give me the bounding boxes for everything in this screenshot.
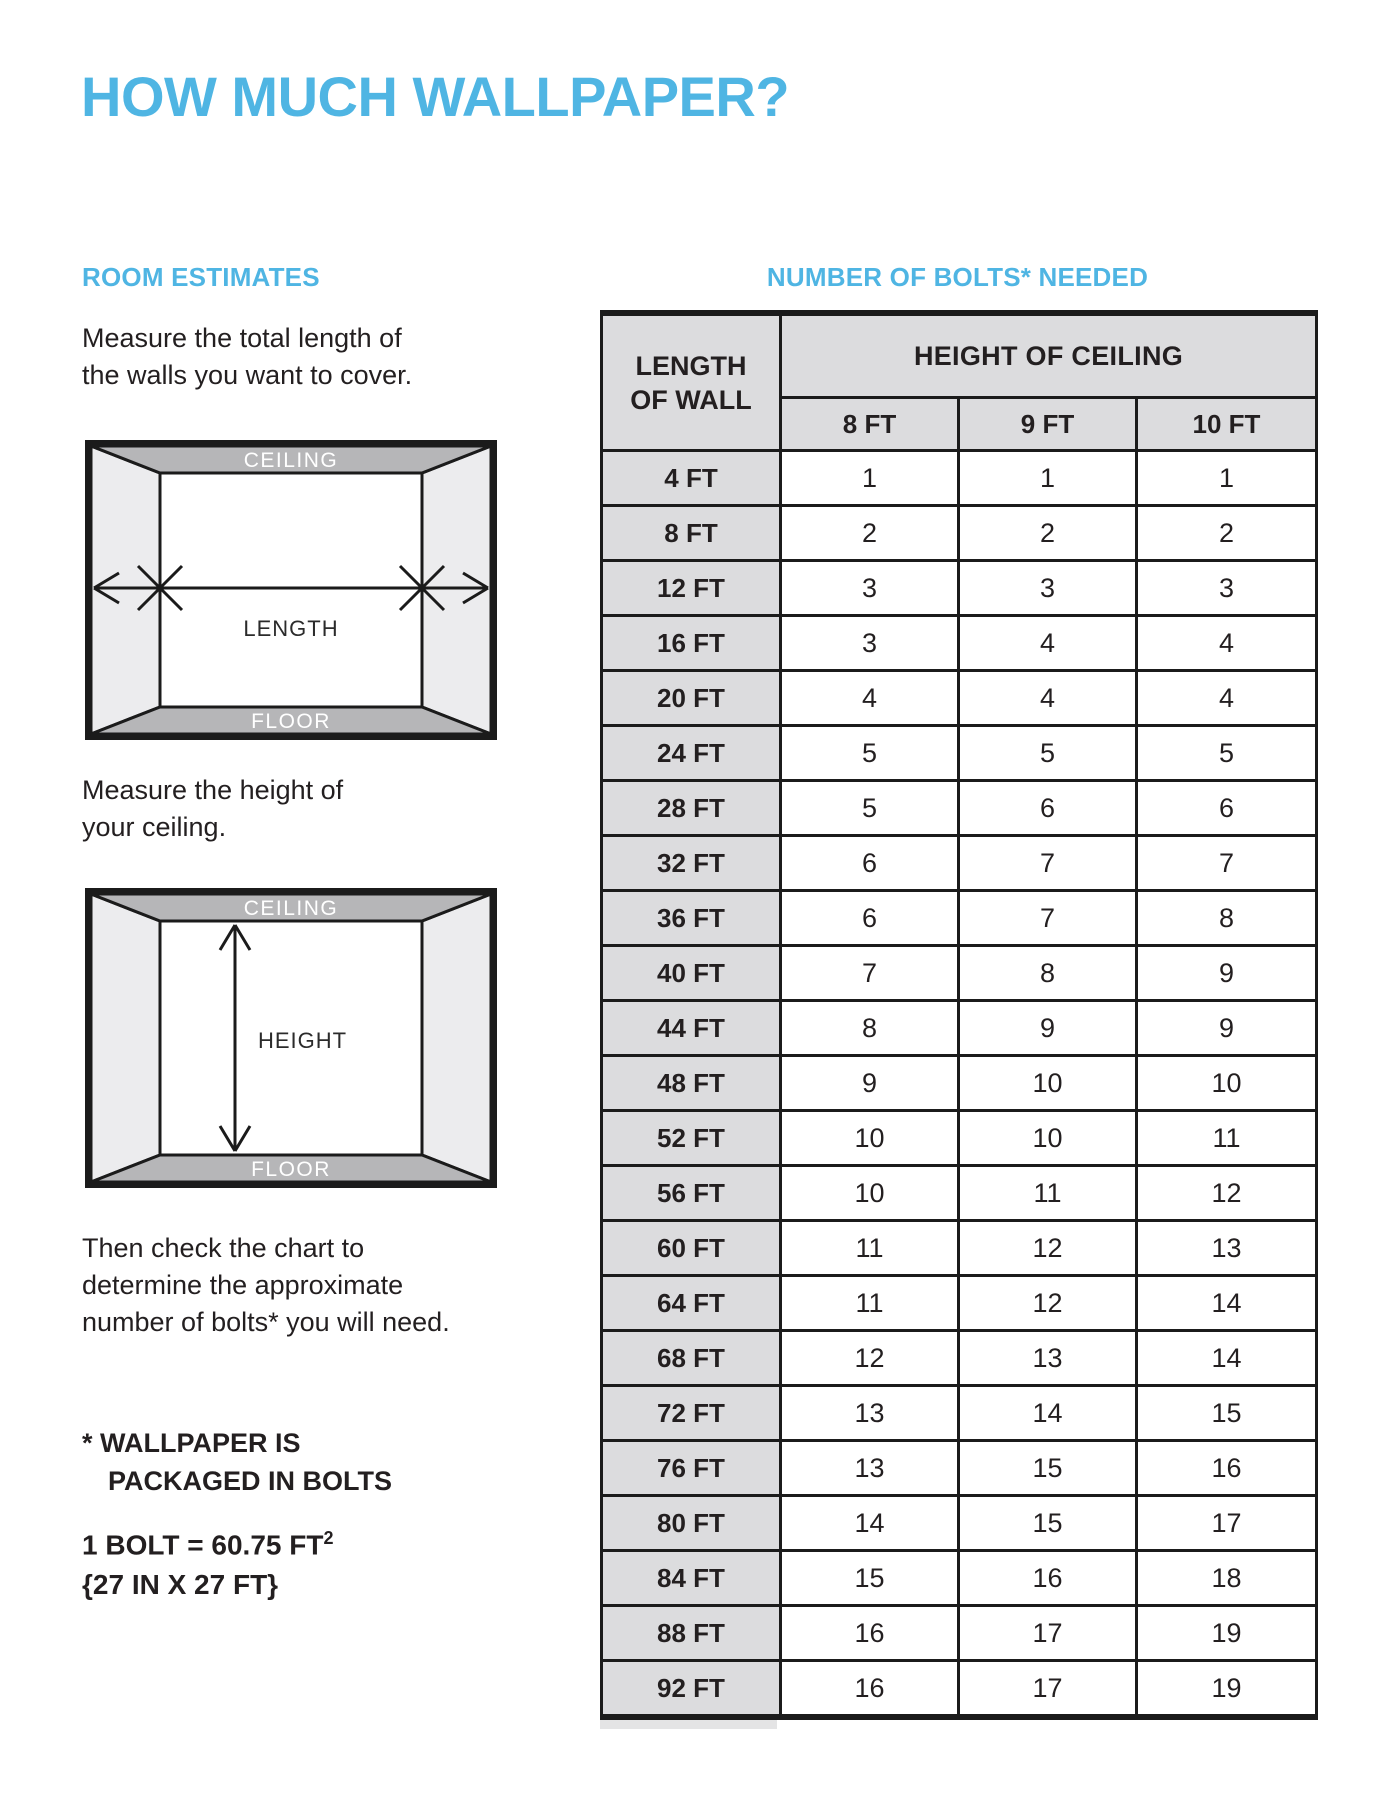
- step1-line2: the walls you want to cover.: [82, 360, 413, 390]
- wall-length-cell: 24 FT: [602, 726, 781, 781]
- bolt-count-cell: 7: [1137, 836, 1317, 891]
- table-row: [602, 616, 1317, 671]
- table-row: [602, 1056, 1317, 1111]
- length-of-wall-line2: OF WALL: [630, 384, 752, 415]
- bolt-count-cell: 12: [959, 1276, 1137, 1331]
- bolt-count-cell: 9: [1137, 946, 1317, 1001]
- bolt-count-cell: 4: [959, 671, 1137, 726]
- table-row: [602, 1496, 1317, 1551]
- table-row: [602, 891, 1317, 946]
- bolt-equation: [82, 1518, 333, 1605]
- step3-line1: Then check the chart to: [82, 1233, 365, 1263]
- height-of-ceiling-header: HEIGHT OF CEILING: [781, 313, 1317, 398]
- wall-length-cell: 64 FT: [602, 1276, 781, 1331]
- table-row: [602, 1441, 1317, 1496]
- bolts-table-heading: NUMBER OF BOLTS* NEEDED: [766, 262, 1149, 292]
- bolt-count-cell: 11: [781, 1221, 959, 1276]
- wall-length-cell: 76 FT: [602, 1441, 781, 1496]
- height-label: HEIGHT: [258, 1028, 348, 1053]
- bolt-count-cell: 7: [959, 891, 1137, 946]
- bolt-count-cell: 15: [1137, 1386, 1317, 1441]
- bolt-count-cell: 13: [1137, 1221, 1317, 1276]
- ceiling-label: CEILING: [243, 897, 339, 920]
- bolt-count-cell: 10: [781, 1166, 959, 1221]
- wall-length-cell: 48 FT: [602, 1056, 781, 1111]
- bolt-count-cell: 6: [959, 781, 1137, 836]
- wall-length-cell: 28 FT: [602, 781, 781, 836]
- floor-label: FLOOR: [251, 1158, 331, 1181]
- wall-length-cell: 60 FT: [602, 1221, 781, 1276]
- bolt-count-cell: 16: [781, 1661, 959, 1718]
- bolt-equation-superscript: 2: [323, 1528, 334, 1548]
- ceiling-label: CEILING: [243, 449, 339, 472]
- wall-length-cell: 36 FT: [602, 891, 781, 946]
- length-label: LENGTH: [243, 616, 339, 641]
- room-estimates-heading: ROOM ESTIMATES: [82, 262, 320, 292]
- wall-length-cell: 20 FT: [602, 671, 781, 726]
- footnote-line1: * WALLPAPER IS: [82, 1428, 301, 1458]
- table-row: [602, 1111, 1317, 1166]
- ceiling-9ft-header: 9 FT: [959, 398, 1137, 451]
- bolt-count-cell: 4: [959, 616, 1137, 671]
- table-row: [602, 836, 1317, 891]
- bolt-count-cell: 8: [1137, 891, 1317, 946]
- bolt-count-cell: 7: [959, 836, 1137, 891]
- bolt-count-cell: 14: [1137, 1276, 1317, 1331]
- bolt-count-cell: 9: [1137, 1001, 1317, 1056]
- right-wall: [422, 446, 491, 734]
- table-row: [602, 671, 1317, 726]
- left-wall: [91, 446, 160, 734]
- wall-length-cell: 56 FT: [602, 1166, 781, 1221]
- table-row: [602, 1606, 1317, 1661]
- wall-length-cell: 40 FT: [602, 946, 781, 1001]
- bolt-count-cell: 9: [781, 1056, 959, 1111]
- bolt-count-cell: 8: [781, 1001, 959, 1056]
- bolt-count-cell: 12: [1137, 1166, 1317, 1221]
- bolt-count-cell: 15: [959, 1496, 1137, 1551]
- bolt-count-cell: 16: [1137, 1441, 1317, 1496]
- back-wall: [160, 473, 422, 707]
- wall-length-cell: 52 FT: [602, 1111, 781, 1166]
- bolt-count-cell: 13: [959, 1331, 1137, 1386]
- bolt-count-cell: 1: [959, 451, 1137, 506]
- bolt-count-cell: 1: [781, 451, 959, 506]
- bolt-count-cell: 19: [1137, 1661, 1317, 1718]
- wall-length-cell: 32 FT: [602, 836, 781, 891]
- bolt-count-cell: 16: [781, 1606, 959, 1661]
- bolt-count-cell: 3: [959, 561, 1137, 616]
- table-row: [602, 781, 1317, 836]
- wall-length-cell: 88 FT: [602, 1606, 781, 1661]
- step3-line2: determine the approximate: [82, 1270, 404, 1300]
- table-row: [602, 1551, 1317, 1606]
- ceiling-10ft-header: 10 FT: [1137, 398, 1317, 451]
- wall-length-cell: 44 FT: [602, 1001, 781, 1056]
- floor-label: FLOOR: [251, 710, 331, 733]
- bolts-table-body: [602, 451, 1317, 1718]
- wall-length-cell: 68 FT: [602, 1331, 781, 1386]
- bolt-count-cell: 1: [1137, 451, 1317, 506]
- table-row: [602, 1386, 1317, 1441]
- bolt-count-cell: 8: [959, 946, 1137, 1001]
- bolt-count-cell: 14: [1137, 1331, 1317, 1386]
- bolt-count-cell: 5: [959, 726, 1137, 781]
- wallpaper-bolts-footnote: [82, 1424, 392, 1500]
- table-row: [602, 561, 1317, 616]
- bolt-count-cell: 3: [781, 561, 959, 616]
- bolt-count-cell: 17: [1137, 1496, 1317, 1551]
- table-row: [602, 1166, 1317, 1221]
- table-row: [602, 726, 1317, 781]
- bolt-count-cell: 2: [1137, 506, 1317, 561]
- room-length-diagram: [85, 440, 497, 740]
- bolt-count-cell: 10: [1137, 1056, 1317, 1111]
- bolt-count-cell: 5: [781, 726, 959, 781]
- bolt-count-cell: 14: [781, 1496, 959, 1551]
- wall-length-cell: 72 FT: [602, 1386, 781, 1441]
- table-bottom-gray-strip: [600, 1720, 777, 1729]
- bolt-count-cell: 19: [1137, 1606, 1317, 1661]
- table-header-row-1: [602, 313, 1317, 398]
- step1-line1: Measure the total length of: [82, 323, 402, 353]
- bolt-count-cell: 15: [959, 1441, 1137, 1496]
- length-of-wall-line1: LENGTH: [635, 350, 747, 381]
- table-row: [602, 1661, 1317, 1718]
- bolt-count-cell: 9: [959, 1001, 1137, 1056]
- bolt-count-cell: 2: [959, 506, 1137, 561]
- bolts-needed-table: [600, 310, 1318, 1720]
- bolt-count-cell: 15: [781, 1551, 959, 1606]
- bolt-count-cell: 17: [959, 1661, 1137, 1718]
- bolt-count-cell: 10: [959, 1111, 1137, 1166]
- length-of-wall-header: [602, 313, 781, 451]
- page-title: HOW MUCH WALLPAPER?: [81, 65, 790, 128]
- bolt-count-cell: 17: [959, 1606, 1137, 1661]
- table-row: [602, 506, 1317, 561]
- bolt-count-cell: 12: [959, 1221, 1137, 1276]
- ceiling-8ft-header: 8 FT: [781, 398, 959, 451]
- step1-text: [82, 320, 412, 394]
- table-row: [602, 1001, 1317, 1056]
- bolt-count-cell: 5: [781, 781, 959, 836]
- bolts-table-container: [600, 310, 1318, 1729]
- step3-text: [82, 1230, 450, 1341]
- bolt-count-cell: 4: [1137, 616, 1317, 671]
- wall-length-cell: 16 FT: [602, 616, 781, 671]
- wall-length-cell: 80 FT: [602, 1496, 781, 1551]
- step2-line2: your ceiling.: [82, 812, 227, 842]
- wall-length-cell: 84 FT: [602, 1551, 781, 1606]
- table-row: [602, 451, 1317, 506]
- bolt-count-cell: 13: [781, 1386, 959, 1441]
- bolt-count-cell: 10: [959, 1056, 1137, 1111]
- wall-length-cell: 12 FT: [602, 561, 781, 616]
- bolt-count-cell: 11: [1137, 1111, 1317, 1166]
- table-row: [602, 1331, 1317, 1386]
- bolt-count-cell: 11: [781, 1276, 959, 1331]
- wall-length-cell: 4 FT: [602, 451, 781, 506]
- bolt-count-cell: 6: [781, 836, 959, 891]
- table-row: [602, 946, 1317, 1001]
- step2-text: [82, 772, 343, 846]
- bolt-count-cell: 2: [781, 506, 959, 561]
- bolt-count-cell: 3: [781, 616, 959, 671]
- bolt-count-cell: 18: [1137, 1551, 1317, 1606]
- room-height-diagram: [85, 888, 497, 1188]
- wall-length-cell: 8 FT: [602, 506, 781, 561]
- table-row: [602, 1221, 1317, 1276]
- bolt-count-cell: 13: [781, 1441, 959, 1496]
- bolt-equation-text: 1 BOLT = 60.75 FT: [82, 1529, 324, 1561]
- bolt-count-cell: 6: [1137, 781, 1317, 836]
- wall-length-cell: 92 FT: [602, 1661, 781, 1718]
- bolt-count-cell: 14: [959, 1386, 1137, 1441]
- bolt-count-cell: 5: [1137, 726, 1317, 781]
- bolt-count-cell: 4: [781, 671, 959, 726]
- bolt-dimensions: {27 IN X 27 FT}: [82, 1569, 279, 1601]
- footnote-line2: PACKAGED IN BOLTS: [108, 1466, 393, 1496]
- table-row: [602, 1276, 1317, 1331]
- step2-line1: Measure the height of: [82, 775, 344, 805]
- bolt-count-cell: 3: [1137, 561, 1317, 616]
- step3-line3: number of bolts* you will need.: [82, 1307, 450, 1337]
- bolt-count-cell: 12: [781, 1331, 959, 1386]
- bolt-count-cell: 11: [959, 1166, 1137, 1221]
- bolt-count-cell: 16: [959, 1551, 1137, 1606]
- bolt-count-cell: 7: [781, 946, 959, 1001]
- bolt-count-cell: 4: [1137, 671, 1317, 726]
- bolt-count-cell: 6: [781, 891, 959, 946]
- right-wall: [422, 894, 491, 1182]
- bolt-equation-line: [82, 1518, 333, 1565]
- left-wall: [91, 894, 160, 1182]
- bolt-count-cell: 10: [781, 1111, 959, 1166]
